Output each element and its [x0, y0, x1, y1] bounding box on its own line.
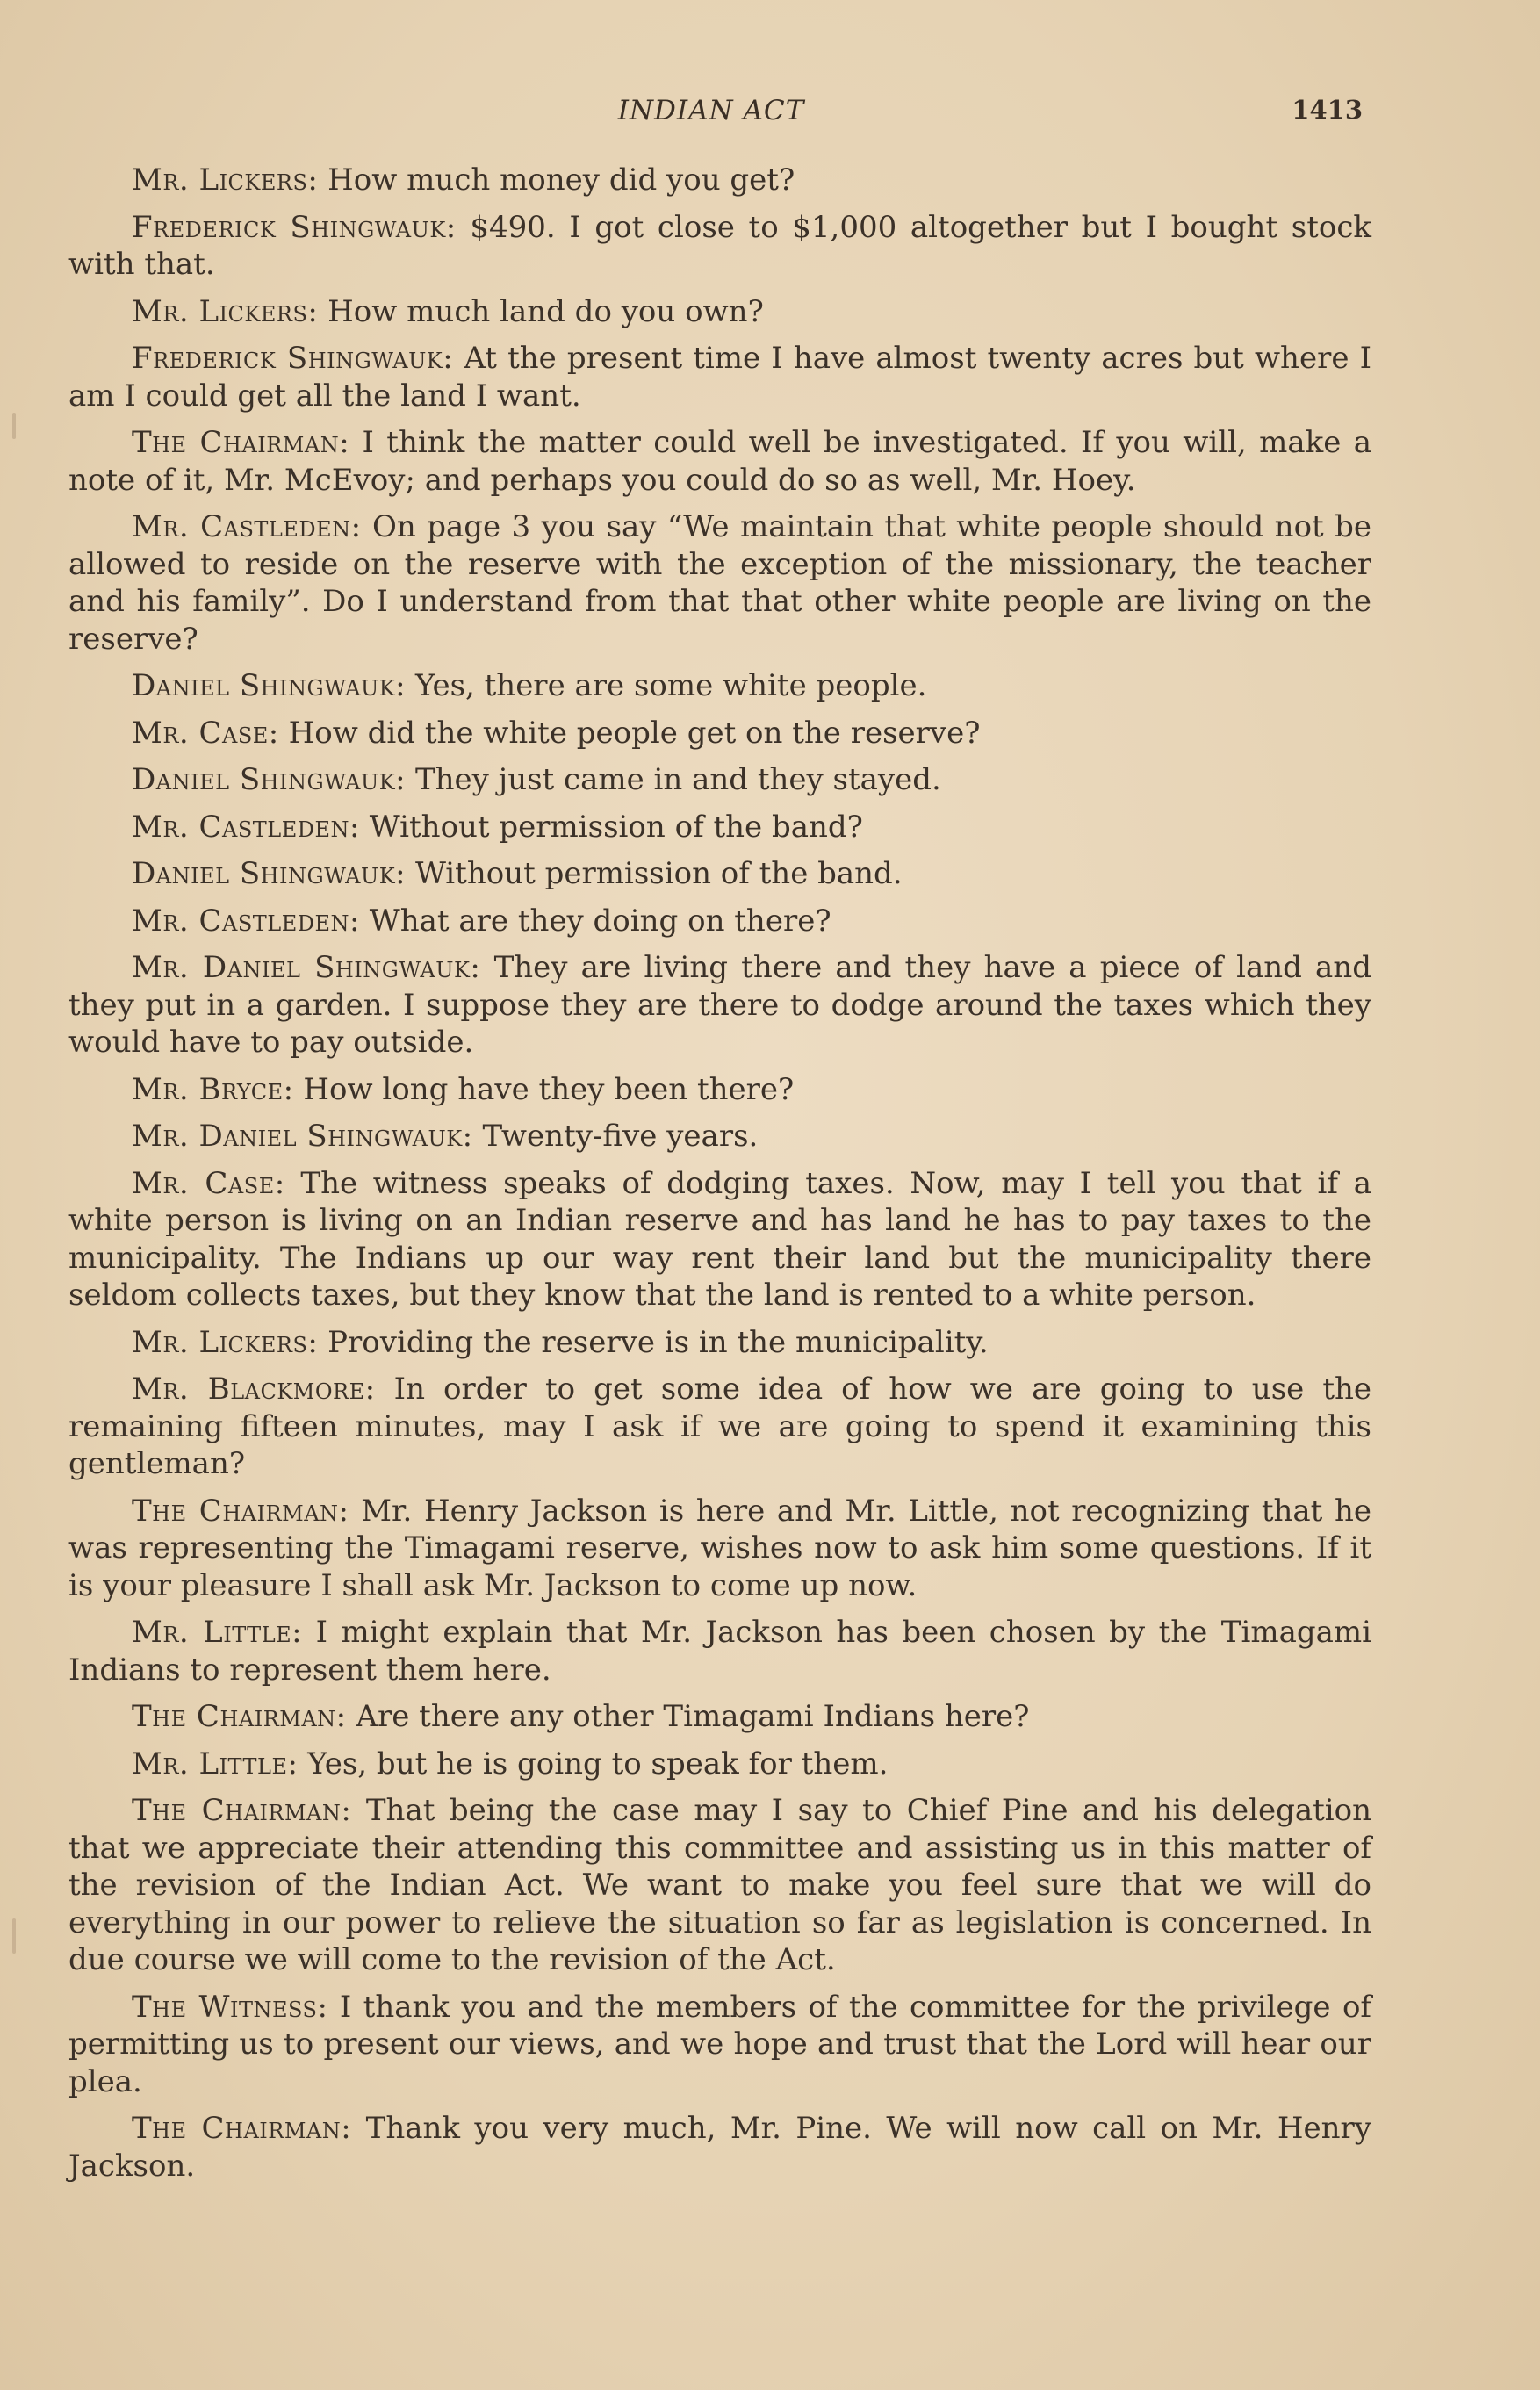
transcript-paragraph	[68, 1493, 1371, 1605]
speaker-name: Frederick Shingwauk:	[132, 341, 454, 376]
speaker-name: Mr. Castleden:	[132, 903, 360, 939]
speaker-name: Mr. Blackmore:	[132, 1371, 376, 1407]
speech-text: How much land do you own?	[327, 293, 764, 329]
speech-text: I thank you and the members of the committee for the privilege of permitting us to present our views, and we hope and trust that the Lord will hear our plea.	[68, 1989, 1372, 2099]
speaker-name: Mr. Daniel Shingwauk:	[132, 1119, 473, 1154]
speaker-name: Mr. Bryce:	[132, 1071, 294, 1107]
transcript-paragraph	[68, 1614, 1371, 1688]
speaker-name: Mr. Case:	[132, 715, 279, 751]
speaker-name: The Chairman:	[132, 2111, 352, 2146]
transcript-paragraph	[68, 1118, 1371, 1155]
transcript-paragraph	[68, 424, 1371, 499]
transcript-paragraph	[68, 2110, 1371, 2185]
transcript-paragraph	[68, 1165, 1371, 1314]
speaker-name: Mr. Case:	[132, 1165, 285, 1201]
transcript-paragraph	[68, 761, 1371, 799]
page-number: 1413	[1292, 95, 1363, 125]
transcript-paragraph	[68, 1071, 1371, 1109]
speaker-name: Mr. Daniel Shingwauk:	[132, 950, 481, 985]
transcript-paragraph	[68, 1698, 1371, 1736]
speech-text: On page 3 you say “We maintain that white people should not be allowed to reside on the reserve with the exception of the missionary, the teacher and his family”. Do I understand from that that other white people are living on the reserve?	[68, 509, 1372, 657]
transcript-paragraph	[68, 903, 1371, 940]
transcript-paragraph	[68, 209, 1371, 284]
speaker-name: Frederick Shingwauk:	[132, 209, 457, 245]
speech-text: That being the case may I say to Chief Pine and his delegation that we appreciate their attending this committee and assisting us in this matter of the revision of the Indian Act. We want to make you feel sure that we will do everything in our power to relieve the situation so far as legislation is concerned. In due course we will come to the revision of the Act.	[68, 1793, 1372, 1977]
speech-text: Mr. Henry Jackson is here and Mr. Little, not recognizing that he was representing the Timagami reserve, wishes now to ask him some questions. If it is your pleasure I shall ask Mr. Jackson to come up now.	[68, 1493, 1372, 1603]
transcript-paragraph	[68, 162, 1371, 199]
page-header	[0, 91, 1540, 135]
speech-text: At the present time I have almost twenty acres but where I am I could get all the land I want.	[68, 341, 1371, 414]
speech-text: I might explain that Mr. Jackson has been chosen by the Timagami Indians to represent them here.	[68, 1615, 1371, 1688]
speech-text: In order to get some idea of how we are going to use the remaining fifteen minutes, may I ask if we are going to spend it examining this gentleman?	[68, 1371, 1372, 1481]
speaker-name: The Chairman:	[132, 1493, 349, 1529]
speech-text: How much money did you get?	[327, 162, 795, 198]
speech-text: $490. I got close to $1,000 altogether but I bought stock with that.	[68, 209, 1371, 282]
speaker-name: Daniel Shingwauk:	[132, 668, 407, 703]
speech-text: Thank you very much, Mr. Pine. We will now call on Mr. Henry Jackson.	[68, 2111, 1371, 2184]
speech-text: What are they doing on there?	[369, 903, 831, 939]
speaker-name: Mr. Castleden:	[132, 509, 362, 544]
speaker-name: Mr. Lickers:	[132, 1324, 319, 1360]
speech-text: They just came in and they stayed.	[414, 762, 941, 797]
transcript-paragraph	[68, 1324, 1371, 1362]
speech-text: Yes, there are some white people.	[414, 668, 927, 703]
speaker-name: Daniel Shingwauk:	[132, 762, 407, 797]
speaker-name: Mr. Little:	[132, 1615, 303, 1650]
speaker-name: The Witness:	[132, 1989, 328, 2025]
transcript-paragraph	[68, 809, 1371, 846]
speaker-name: Daniel Shingwauk:	[132, 856, 407, 891]
speaker-name: The Chairman:	[132, 1793, 352, 1828]
transcript-paragraph	[68, 855, 1371, 893]
running-head: INDIAN ACT	[617, 95, 805, 126]
transcript-paragraph	[68, 1746, 1371, 1783]
page-edge-mark-bottom	[12, 1918, 16, 1954]
speaker-name: The Chairman:	[132, 1699, 347, 1734]
transcript-paragraph	[68, 1989, 1371, 2101]
speech-text: How did the white people get on the reserve?	[288, 715, 981, 751]
speech-text: Without permission of the band.	[414, 856, 903, 891]
transcript-paragraph	[68, 667, 1371, 705]
speech-text: They are living there and they have a piece of land and they put in a garden. I suppose they are there to dodge around the taxes which they would have to pay outside.	[68, 950, 1371, 1060]
transcript-paragraph	[68, 508, 1371, 658]
speaker-name: Mr. Lickers:	[132, 293, 319, 329]
speech-text: Providing the reserve is in the municipality.	[327, 1324, 989, 1360]
speech-text: Yes, but he is going to speak for them.	[307, 1746, 889, 1782]
speech-text: Without permission of the band?	[369, 809, 863, 845]
transcript-paragraph	[68, 949, 1371, 1062]
speech-text: The witness speaks of dodging taxes. Now, may I tell you that if a white person is living on an Indian reserve and has land he has to pay taxes to the municipality. The Indians up our way rent their land but the municipality there seldom collects taxes, but they know that the land is rented to a white person.	[68, 1165, 1371, 1313]
speaker-name: The Chairman:	[132, 425, 350, 460]
speaker-name: Mr. Lickers:	[132, 162, 319, 198]
page-edge-mark-top	[12, 413, 16, 439]
speaker-name: Mr. Little:	[132, 1746, 299, 1782]
speaker-name: Mr. Castleden:	[132, 809, 360, 845]
speech-text: Twenty-five years.	[482, 1119, 759, 1154]
transcript-paragraph	[68, 293, 1371, 331]
speech-text: I think the matter could well be investigated. If you will, make a note of it, Mr. McEvoy; and perhaps you could do so as well, Mr. Hoey.	[68, 425, 1371, 498]
speech-text: How long have they been there?	[303, 1071, 795, 1107]
transcript-paragraph	[68, 1792, 1371, 1979]
speech-text: Are there any other Timagami Indians here?	[356, 1699, 1030, 1734]
transcript-paragraph	[68, 340, 1371, 414]
transcript-paragraph	[68, 715, 1371, 752]
transcript-paragraph	[68, 1371, 1371, 1483]
transcript-body	[68, 162, 1371, 2194]
